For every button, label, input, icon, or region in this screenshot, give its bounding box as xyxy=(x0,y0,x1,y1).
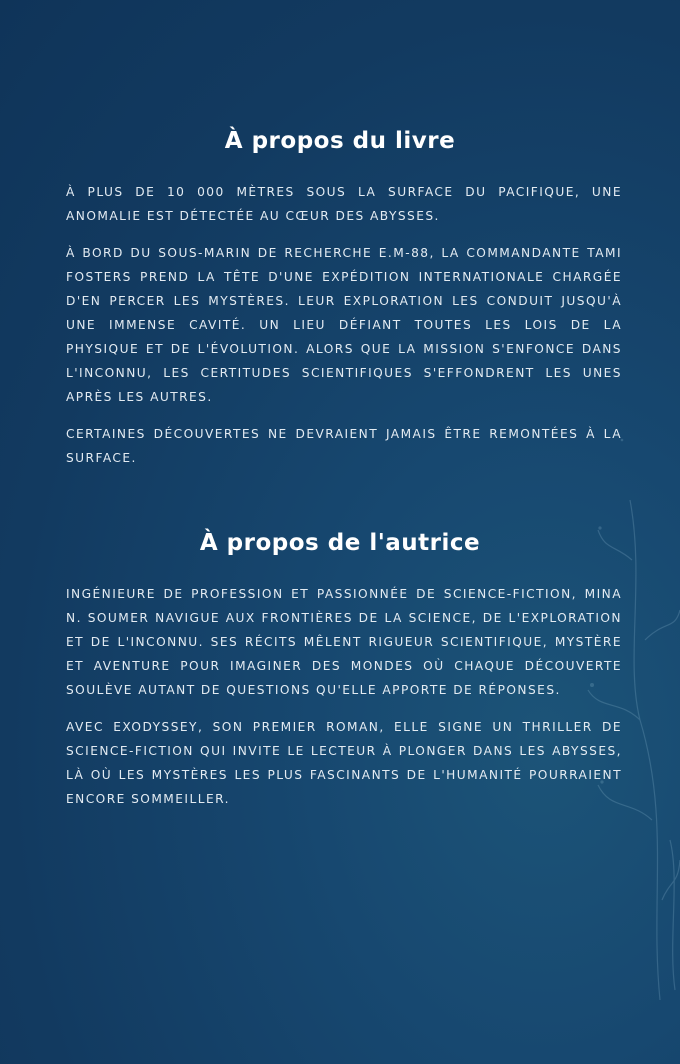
book-summary xyxy=(66,180,622,483)
book-paragraph: À BORD DU SOUS-MARIN DE RECHERCHE E.M-88, LA COMMANDANTE TAMI FOSTERS PREND LA TÊTE D'UNE EXPÉDITION INTERNATIONALE CHARGÉE D'EN PERCER LES MYSTÈRES. LEUR EXPLORATION LES CONDUIT JUSQU'À UNE IMMENSE CAVITÉ. UN LIEU DÉFIANT TOUTES LES LOIS DE LA PHYSIQUE ET DE L'ÉVOLUTION. ALORS QUE LA MISSION S'ENFONCE DANS L'INCONNU, LES CERTITUDES SCIENTIFIQUES S'EFFONDRENT LES UNES APRÈS LES AUTRES. xyxy=(66,246,622,404)
book-section-title: À propos du livre xyxy=(224,128,456,154)
author-paragraph: INGÉNIEURE DE PROFESSION ET PASSIONNÉE DE SCIENCE-FICTION, MINA N. SOUMER NAVIGUE AUX FRONTIÈRES DE LA SCIENCE, DE L'EXPLORATION ET DE L'INCONNU. SES RÉCITS MÊLENT RIGUEUR SCIENTIFIQUE, MYSTÈRE ET AVENTURE POUR IMAGINER DES MONDES OÙ CHAQUE DÉCOUVERTE SOULÈVE AUTANT DE QUESTIONS QU'ELLE APPORTE DE RÉPONSES. xyxy=(66,587,622,697)
author-bio xyxy=(66,582,622,824)
book-paragraph: À PLUS DE 10 000 MÈTRES SOUS LA SURFACE DU PACIFIQUE, UNE ANOMALIE EST DÉTECTÉE AU CŒUR DES ABYSSES. xyxy=(66,185,622,223)
author-section-title: À propos de l'autrice xyxy=(199,530,481,556)
author-paragraph: AVEC EXODYSSEY, SON PREMIER ROMAN, ELLE SIGNE UN THRILLER DE SCIENCE-FICTION QUI INVITE LE LECTEUR À PLONGER DANS LES ABYSSES, LÀ OÙ LES MYSTÈRES LES PLUS FASCINANTS DE L'HUMANITÉ POURRAIENT ENCORE SOMMEILLER. xyxy=(66,720,622,806)
book-paragraph: CERTAINES DÉCOUVERTES NE DEVRAIENT JAMAIS ÊTRE REMONTÉES À LA SURFACE. xyxy=(66,427,622,465)
